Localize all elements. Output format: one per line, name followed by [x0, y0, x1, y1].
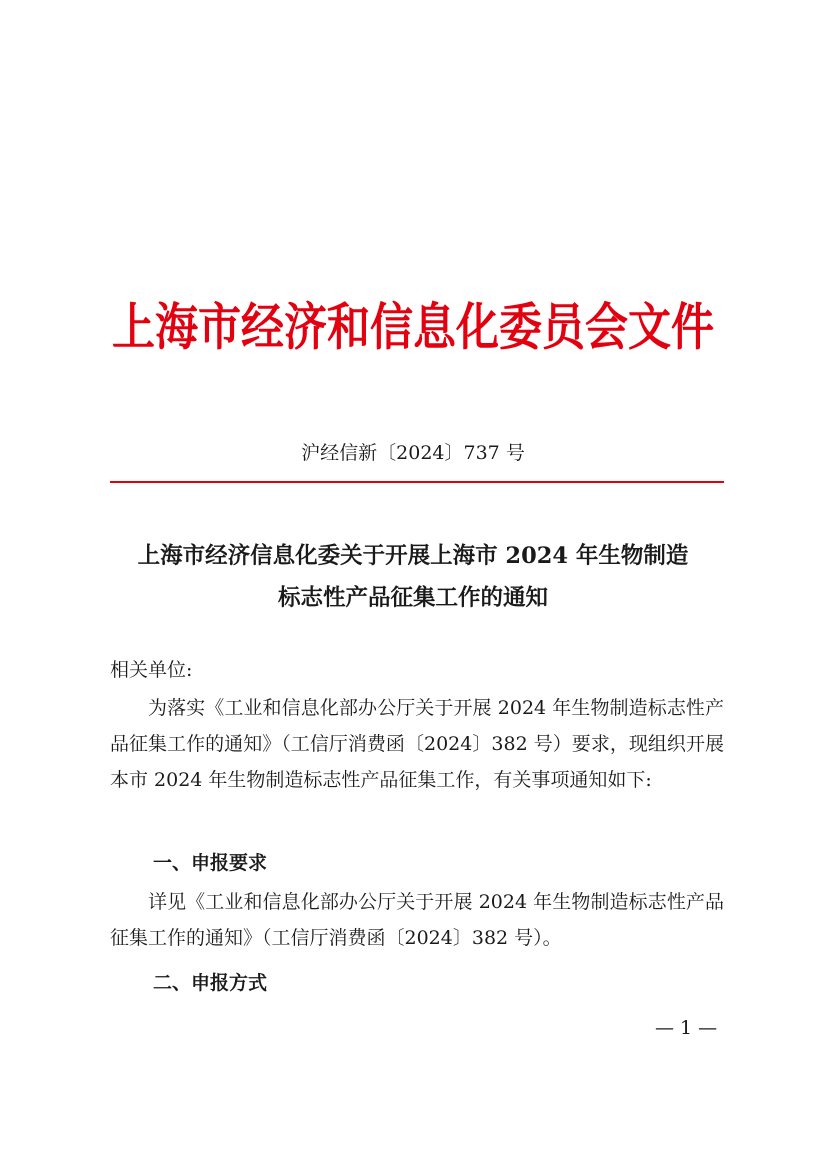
salutation: 相关单位: — [110, 659, 193, 681]
page-number: — 1 — — [655, 1017, 718, 1039]
title-line-2: 标志性产品征集工作的通知 — [277, 585, 548, 611]
section-heading-2: 二、申报方式 — [153, 972, 268, 994]
masthead-title: 上海市经济和信息化委员会文件 — [112, 298, 714, 358]
section-heading-1: 一、申报要求 — [153, 852, 268, 874]
paragraph-intro: 为落实《工业和信息化部办公厅关于开展 2024 年生物制造标志性产品征集工作的通知》（工信厅消费函〔2024〕382 号）要求，现组织开展本市 2024 年生物制造标志性产品征集工作，有关事项通知如下: — [110, 697, 724, 791]
document-title — [90, 535, 736, 619]
document-number: 沪经信新〔2024〕737 号 — [301, 442, 525, 464]
title-line-1: 上海市经济信息化委关于开展上海市 2024 年生物制造 — [137, 543, 689, 569]
paragraph-requirements: 详见《工业和信息化部办公厅关于开展 2024 年生物制造标志性产品征集工作的通知》（工信厅消费函〔2024〕382 号）。 — [110, 891, 724, 949]
red-divider-line — [110, 481, 724, 483]
